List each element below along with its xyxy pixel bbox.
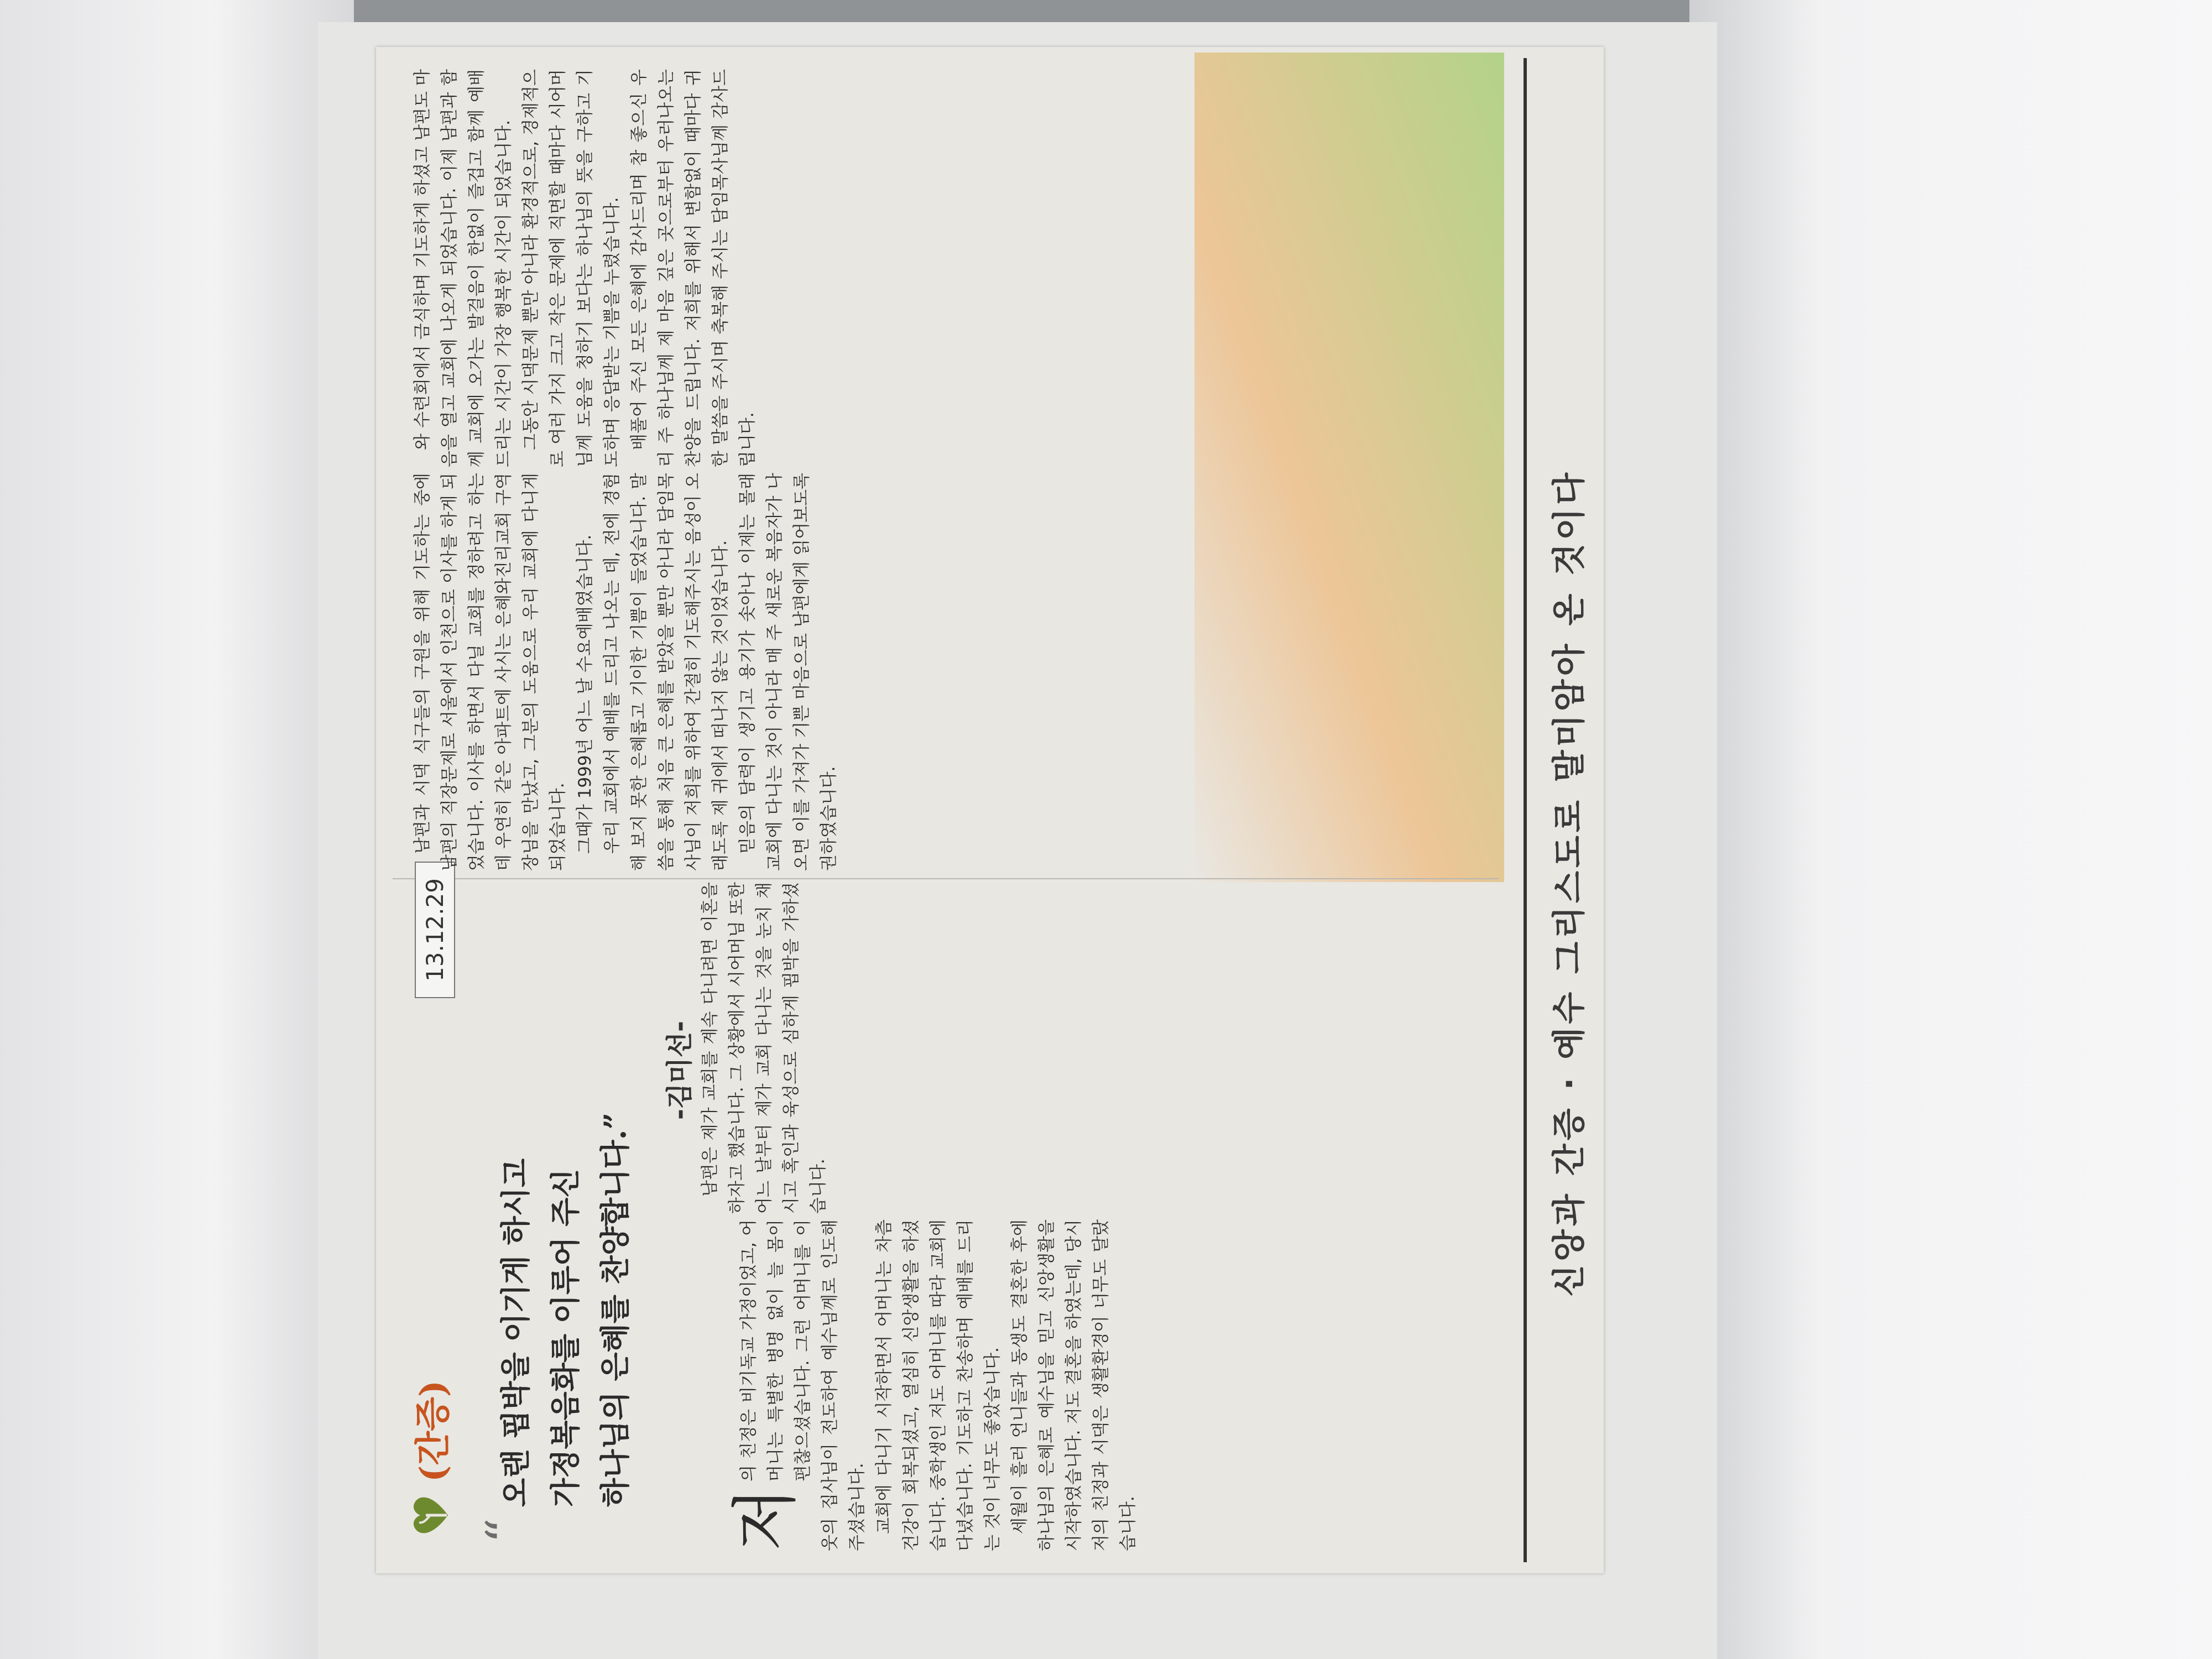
- body-paragraph: 그때가 1999년 어느 날 수요예배였습니다.: [575, 534, 595, 854]
- body-column-4: [409, 69, 1493, 467]
- body-paragraph: 남편은 제가 교회를 계속 다니려면 이혼을 하자고 했습니다. 그 상황에서 시어머님 또한 어느 날부터 제가 교회 다니는 것을 눈치 채시고 혹인과 육성으로 심하게 핍박을 가하셨습니다.: [700, 882, 828, 1214]
- body-column-1: [727, 1219, 1493, 1551]
- newspaper-clipping: [376, 47, 1604, 1573]
- right-blank-sheet: [1689, 0, 2212, 1659]
- quote-mark: “: [476, 1517, 534, 1543]
- page-header-rule: [1524, 58, 1527, 1562]
- left-blank-sheet: [0, 0, 354, 1659]
- body-paragraph: 와 수련회에서 금식하며 기도하게 하셨고 남편도 마음을 열고 교회에 나오게 되었습니다. 이제 남편과 함께 교회에 오가는 발걸음이 한없이 즐겁고 함께 예배드리는 시간이 가장 행복한 시간이 되었습니다.: [413, 69, 514, 467]
- author-name: -김미선-: [664, 1021, 695, 1120]
- headline-line-2: 가정복음화를 이루어 주신: [547, 1168, 583, 1507]
- testimony-header: [393, 878, 724, 1551]
- body-paragraph: 우리 교회에서 예배를 드리고 나오는 데, 전에 경험해 보지 못한 은혜롭고 기이한 기쁨이 들었습니다. 말씀을 통해 처음 큰 은혜를 받았을 뿐만 아니라 담임목사님이 저희를 위하여 간절히 기도해주시는 음성이 오래도록 제 귀에서 떠나지 않는 것이었습니다.: [602, 473, 731, 871]
- body-column-3: [409, 473, 1493, 871]
- column-divider: [393, 878, 1499, 879]
- date-label: 13.12.29: [415, 862, 455, 998]
- body-paragraph: 남편과 시댁 식구들의 구원을 위해 기도하는 중에 남편의 직장문제로 서울에서 인천으로 이사를 하게 되었습니다. 이사를 하면서 다닐 교회를 정하려고 하는 데 우연히 같은 아파트에 사시는 은혜와진리교회 구역장님을 만났고, 그분의 도움으로 우리 교회에 다니게 되었습니다.: [413, 473, 568, 871]
- body-paragraph: 의 친정은 비기독교 가정이었고, 어머니는 특별한 병명 없이 늘 몸이 편찮으셨습니다. 그런 어머니를 이웃의 집사님이 전도하여 예수님께로 인도해 주셨습니다.: [739, 1219, 867, 1551]
- body-paragraph: 그동안 시댁문제 뿐만 아니라 환경적으로, 경제적으로 여러 가지 크고 작은 문제에 직면할 때마다 시어머님께 도움을 청하기 보다는 하나님의 뜻을 구하고 기도하며 응답받는 기쁨을 누렸습니다.: [521, 69, 622, 467]
- body-column-2: [697, 882, 1493, 1214]
- headline-line-3: 하나님의 은혜를 찬양합니다.”: [597, 1112, 633, 1507]
- heart-sprout-icon: [404, 1490, 453, 1540]
- headline-line-1: 오랜 핍박을 이기게 하시고: [498, 1158, 533, 1507]
- body-paragraph: 믿음의 담력이 생기고 용기가 솟아나 이제는 몰래 교회에 다니는 것이 아니라 매 주 새로운 복음자가 나오면 이를 가져가 기쁜 마음으로 남편에게 읽어보도록 권하였습니다.: [738, 473, 839, 871]
- section-title: (간증): [413, 1380, 454, 1482]
- page-header-text: 신앙과 간증 · 예수 그리스도로 말미암아 온 것이다: [1550, 469, 1589, 1297]
- body-paragraph: 배풀어 주신 모든 은혜에 감사드리며 참 좋으신 우리 주 하나님께 제 마음 깊은 곳으로부터 우러나오는 찬양을 드립니다. 저희를 위해서 변함없이 때마다 귀한 말씀을 주시며 축복해 주시는 담임목사님께 감사드립니다.: [629, 69, 758, 467]
- body-paragraph: 세월이 흘러 언니들과 동생도 결혼한 후에 하나님의 은혜로 예수님을 믿고 신앙생활을 시작하였습니다. 저도 결혼을 하였는데, 당시 저의 친정과 시댁은 생활환경이 너무도 달랐습니다.: [1010, 1219, 1138, 1551]
- drop-cap: 저: [727, 1487, 804, 1551]
- body-paragraph: 교회에 다니기 시작하면서 어머니는 차츰 건강이 회복되셨고, 열심히 신앙생활을 하셨습니다. 중학생인 저도 어머니를 따라 교회에 다녔습니다. 기도하고 찬송하며 예배를 드리는 것이 너무도 좋았습니다.: [874, 1219, 1003, 1551]
